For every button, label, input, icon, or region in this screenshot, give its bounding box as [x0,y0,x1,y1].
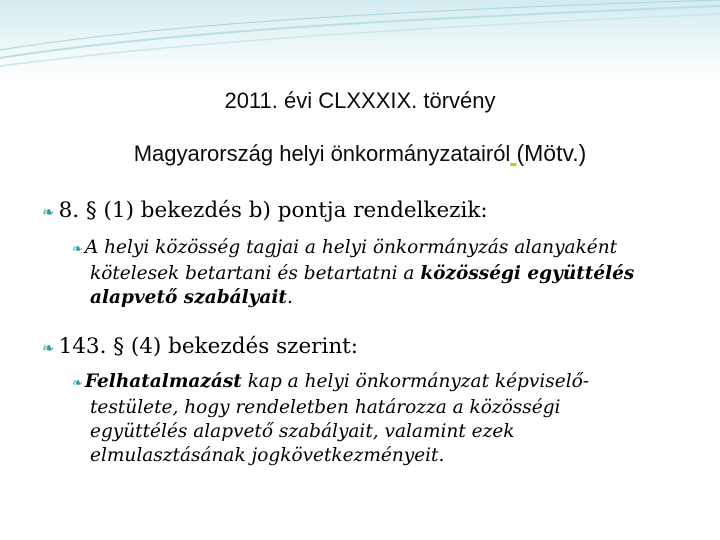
sub-bullet-2-line2: testülete, hogy rendeletben határozza a közösségi [90,397,561,418]
sub-bullet-1-line1: A helyi közösség tagjai a helyi önkormányzás alanyaként [84,237,618,258]
leaf-bullet-icon: ❧ [72,242,83,257]
sub-bullet-2-line1: kap a helyi önkormányzat képviselő- [241,371,590,392]
page-subtitle [0,140,720,167]
sub-bullet-2 [72,370,712,468]
bullet-2-text: 143. § (4) bekezdés szerint: [58,334,359,359]
header-decoration-band [0,0,720,80]
subtitle-main: Magyarország helyi önkormányzatairól [133,141,511,166]
leaf-bullet-icon: ❧ [42,203,55,221]
header-wave-decoration [0,0,720,80]
sub-bullet-1-emphasis-2: alapvető szabályait [90,287,287,308]
sub-bullet-1-line2-text: kötelesek betartani és betartatni a [90,263,421,284]
subtitle-abbreviation: (Mötv.) [516,140,587,166]
sub-bullet-1-line3 [72,286,712,310]
sub-bullet-1-line2 [72,262,712,286]
sub-bullet-1-line3-text: . [286,287,293,308]
bullet-item-1 [42,198,488,223]
sub-bullet-2-emphasis: Felhatalmazást [84,371,242,392]
bullet-1-text: 8. § (1) bekezdés b) pontja rendelkezik: [58,198,488,223]
leaf-bullet-icon: ❧ [72,376,83,391]
sub-bullet-1 [72,236,712,310]
sub-bullet-2-line4: elmulasztásának jogkövetkezményeit. [90,445,445,466]
sub-bullet-2-line3: együttélés alapvető szabályait, valamint ezek [90,421,515,442]
bullet-item-2 [42,334,358,359]
sub-bullet-1-emphasis-1: közösségi együttélés [420,263,635,284]
page-title: 2011. évi CLXXXIX. törvény [224,88,496,113]
leaf-bullet-icon: ❧ [42,339,55,357]
